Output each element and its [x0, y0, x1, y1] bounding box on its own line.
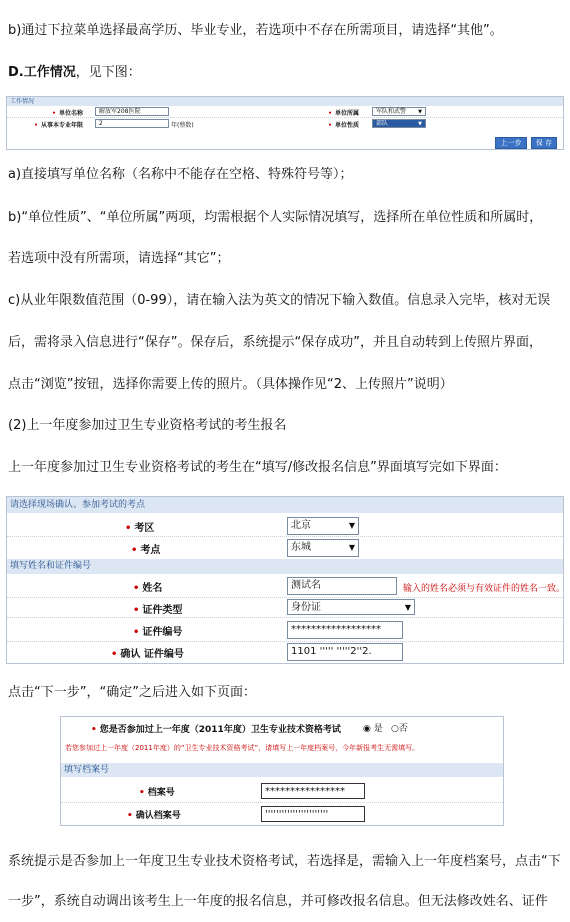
idconfirm-label: • 确认 证件编号 — [111, 649, 184, 660]
divider — [7, 536, 563, 537]
idno-label: • 证件编号 — [133, 627, 183, 638]
section-title-rest: ，见下图： — [75, 65, 141, 80]
instruction-paragraph: 上一年度参加过卫生专业资格考试的考生在“填写/修改报名信息”界面填写完如下界面： — [8, 460, 507, 475]
name-warning: 输入的姓名必须与有效证件的姓名一致。 — [403, 584, 566, 594]
chevron-down-icon: ▼ — [418, 109, 422, 115]
save-button[interactable]: 保 存 — [531, 137, 557, 149]
idtype-select[interactable]: 身份证 ▼ — [287, 599, 415, 615]
instruction-paragraph: 一步”，系统自动调出该考生上一年度的报名信息，并可修改报名信息。但无法修改姓名、证件 — [8, 894, 548, 909]
idconfirm-input[interactable]: 1101 ''''' '''''2''2. — [287, 643, 403, 661]
archive-input[interactable]: **************** — [261, 783, 365, 799]
years-input[interactable]: 2 — [95, 119, 169, 128]
yes-radio[interactable]: ◉ 是 — [363, 724, 383, 734]
instruction-paragraph: 系统提示是否参加上一年度卫生专业技术资格考试，若选择是，需输入上一年度档案号，点击“下 — [8, 854, 561, 869]
region-select[interactable]: 北京 ▼ — [287, 517, 359, 535]
required-star-icon: • — [131, 545, 138, 556]
region-label: • 考区 — [125, 523, 155, 534]
idtype-row — [7, 599, 563, 615]
region-row — [7, 517, 563, 535]
idtype-label: • 证件类型 — [133, 605, 183, 616]
previous-year-notice: 若您参加过上一年度（2011年度）的“卫生专业技术资格考试”，请填写上一年度档案号，今年新报考生无需填写。 — [65, 744, 420, 752]
instruction-paragraph: 点击“浏览”按钮，选择你需要上传的照片。（具体操作见“2、上传照片”说明） — [8, 377, 453, 392]
required-star-icon: • — [328, 110, 332, 117]
required-star-icon: • — [52, 110, 56, 117]
archive-section-header: 填写档案号 — [61, 763, 503, 777]
section-title-work — [8, 64, 141, 82]
name-input[interactable]: 测试名 — [287, 577, 397, 595]
archive-confirm-input[interactable]: ''''''''''''''''''''''' — [261, 806, 365, 822]
required-star-icon: • — [91, 725, 97, 735]
instruction-paragraph: 点击“下一步”，“确定”之后进入如下页面： — [8, 685, 256, 700]
required-star-icon: • — [133, 627, 140, 638]
idconfirm-row — [7, 643, 563, 661]
section-title-bold: D.工作情况 — [8, 65, 76, 80]
previous-year-form-image — [60, 716, 504, 826]
required-star-icon: • — [111, 649, 118, 660]
divider — [7, 641, 563, 642]
radio-checked-icon: ◉ — [363, 724, 371, 734]
required-star-icon: • — [133, 605, 140, 616]
years-unit-label: 年(整数) — [171, 122, 194, 129]
required-star-icon: • — [34, 122, 38, 129]
subsection-title: (2)上一年度参加过卫生专业资格考试的考生报名 — [8, 418, 287, 433]
site-select[interactable]: 东城 ▼ — [287, 539, 359, 557]
unit-name-input[interactable]: 解放军208医院 — [95, 107, 169, 116]
chevron-down-icon: ▼ — [404, 603, 411, 612]
idno-row — [7, 621, 563, 639]
instruction-paragraph: a)直接填写单位名称（名称中不能存在空格、特殊符号等）； — [8, 167, 353, 182]
chevron-down-icon: ▼ — [348, 543, 355, 552]
required-star-icon: • — [328, 122, 332, 129]
unit-nature-select[interactable]: 部队 ▼ — [372, 119, 426, 128]
years-label: • 从事本专业年限 — [34, 122, 83, 129]
work-form-row-2 — [7, 119, 563, 129]
chevron-down-icon: ▼ — [348, 521, 355, 530]
site-row — [7, 539, 563, 557]
instruction-paragraph: b)“单位性质”、“单位所属”两项，均需根据个人实际情况填写，选择所在单位性质和所属时， — [8, 210, 543, 225]
divider — [61, 802, 503, 803]
required-star-icon: • — [127, 811, 133, 821]
prev-step-button[interactable]: 上一步 — [495, 137, 527, 149]
name-label: • 姓名 — [133, 583, 163, 594]
archive-confirm-row — [61, 806, 503, 822]
no-radio[interactable]: ○否 — [391, 724, 408, 734]
site-label: • 考点 — [131, 545, 161, 556]
work-info-form-image — [6, 96, 564, 150]
instruction-paragraph: c)从业年限数值范围（0-99），请在输入法为英文的情况下输入数值。信息录入完毕，核对无误 — [8, 293, 551, 308]
archive-confirm-label: • 确认档案号 — [127, 811, 181, 821]
registration-form-image — [6, 496, 564, 664]
divider — [7, 117, 563, 118]
site-section-header: 请选择现场确认、参加考试的考点 — [7, 497, 563, 513]
previous-year-question: • 您是否参加过上一年度（2011年度）卫生专业技术资格考试 — [91, 725, 341, 735]
instruction-paragraph: 若选项中没有所需项，请选择“其它”； — [8, 251, 230, 266]
unit-name-label: • 单位名称 — [52, 110, 83, 117]
work-form-header: 工作情况 — [7, 97, 563, 106]
archive-label: • 档案号 — [139, 788, 175, 798]
unit-belong-select[interactable]: 军队和武警 ▼ — [372, 107, 426, 116]
unit-belong-label: • 单位所属 — [328, 110, 359, 117]
instruction-paragraph: 后，需将录入信息进行“保存”。保存后，系统提示“保存成功”，并且自动转到上传照片界面， — [8, 335, 542, 350]
radio-unchecked-icon: ○ — [391, 724, 399, 734]
idno-input[interactable]: ****************** — [287, 621, 403, 639]
required-star-icon: • — [125, 523, 132, 534]
name-id-section-header: 填写姓名和证件编号 — [7, 559, 563, 574]
chevron-down-icon: ▼ — [418, 121, 422, 127]
divider — [7, 597, 563, 598]
instruction-paragraph: b)通过下拉菜单选择最高学历、毕业专业，若选项中不存在所需项目，请选择“其他”。 — [8, 23, 503, 38]
question-row — [61, 720, 503, 736]
work-form-row-1 — [7, 107, 563, 117]
required-star-icon: • — [133, 583, 140, 594]
required-star-icon: • — [139, 788, 145, 798]
unit-nature-label: • 单位性质 — [328, 122, 359, 129]
archive-row — [61, 783, 503, 799]
name-row — [7, 577, 566, 595]
divider — [7, 617, 563, 618]
